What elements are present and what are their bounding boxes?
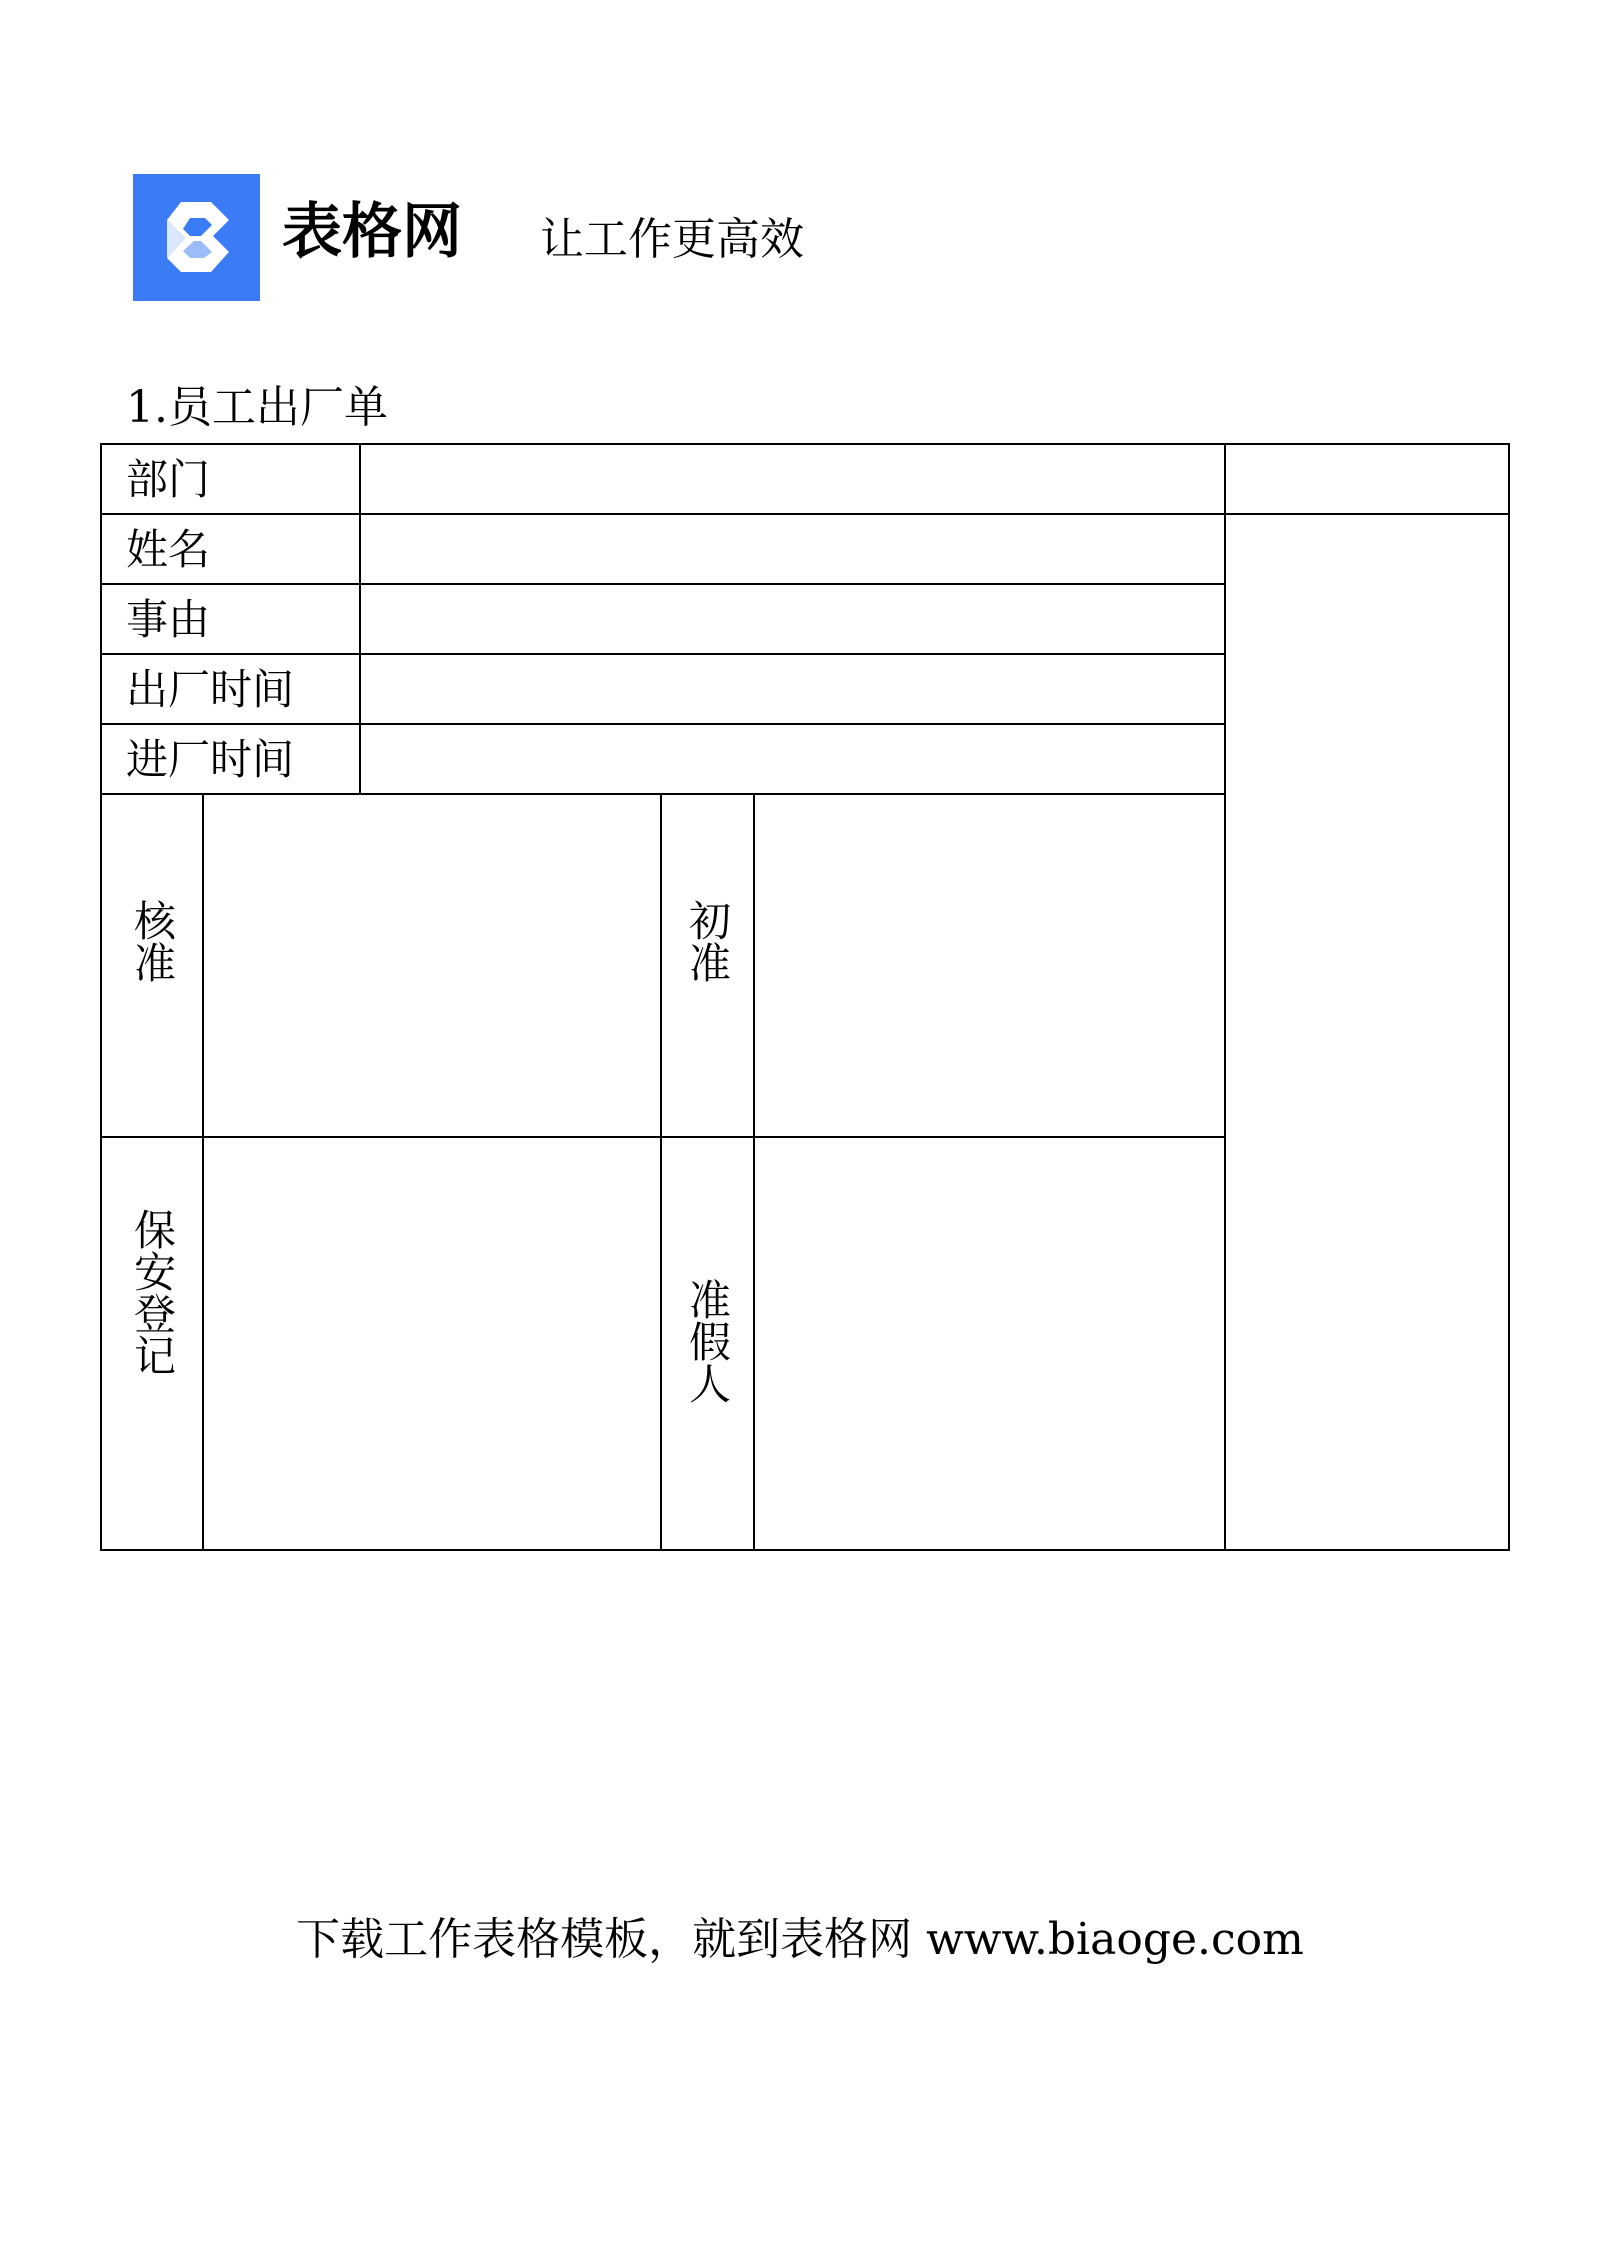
department-label-cell — [100, 443, 361, 515]
name-value-cell[interactable] — [359, 513, 1226, 585]
footer-text: 下载工作表格模板，就到表格网 www.biaoge.com — [296, 1914, 1304, 1965]
initial-approval-label-cell — [660, 793, 755, 1138]
security-registration-value-cell[interactable] — [202, 1136, 662, 1551]
biaoge-logo-icon — [133, 174, 260, 301]
side-tall-cell[interactable] — [1224, 513, 1510, 1551]
reason-value-cell[interactable] — [359, 583, 1226, 655]
leave-approver-label: 准假人 — [683, 1278, 732, 1404]
name-label: 姓名 — [126, 525, 211, 574]
security-registration-label: 保安登记 — [128, 1208, 177, 1376]
approval-label-cell — [100, 793, 204, 1138]
approval-value-cell[interactable] — [202, 793, 662, 1138]
exit-time-label: 出厂时间 — [126, 665, 295, 714]
entry-time-value-cell[interactable] — [359, 723, 1226, 795]
entry-time-label: 进厂时间 — [126, 735, 295, 784]
exit-time-value-cell[interactable] — [359, 653, 1226, 725]
initial-approval-value-cell[interactable] — [753, 793, 1226, 1138]
reason-label-cell — [100, 583, 361, 655]
initial-approval-label: 初准 — [683, 899, 732, 983]
department-label: 部门 — [126, 455, 211, 504]
leave-approver-label-cell — [660, 1136, 755, 1551]
form-title: 1.员工出厂单 — [126, 382, 388, 433]
department-value-cell[interactable] — [359, 443, 1226, 515]
approval-label: 核准 — [128, 899, 177, 983]
brand-name: 表格网 — [282, 197, 462, 267]
security-registration-label-cell — [100, 1136, 204, 1551]
leave-approver-value-cell[interactable] — [753, 1136, 1226, 1551]
reason-label: 事由 — [126, 595, 211, 644]
side-top-cell[interactable] — [1224, 443, 1510, 515]
exit-time-label-cell — [100, 653, 361, 725]
brand-slogan: 让工作更高效 — [540, 214, 804, 265]
name-label-cell — [100, 513, 361, 585]
entry-time-label-cell — [100, 723, 361, 795]
form-table — [100, 443, 1510, 1551]
